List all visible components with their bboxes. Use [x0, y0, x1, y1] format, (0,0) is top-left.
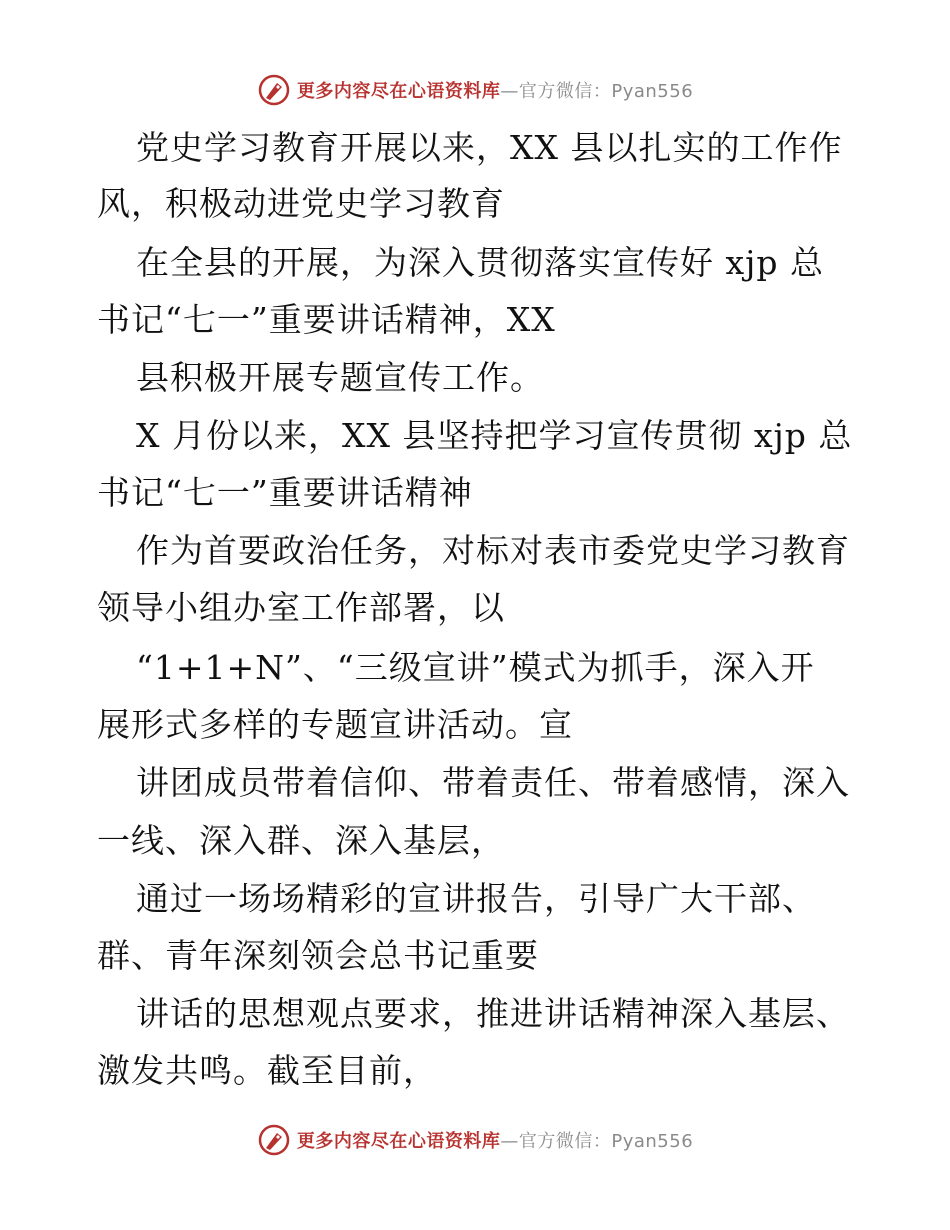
pen-nib-logo-icon: [257, 1123, 291, 1157]
banner-main-text: 更多内容尽在心语资料库: [296, 1131, 501, 1152]
pen-nib-logo-icon: [257, 73, 291, 107]
paragraph-line: 群、青年深刻领会总书记重要: [97, 936, 539, 975]
header-watermark-banner: [0, 68, 950, 112]
paragraph-line: 讲话的思想观点要求，推进讲话精神深入基层、: [136, 994, 850, 1033]
paragraph-line: 县积极开展专题宣传工作。: [136, 358, 544, 397]
paragraph-line: 在全县的开展，为深入贯彻落实宣传好 xjp 总: [136, 243, 824, 282]
banner-dash: —: [500, 81, 519, 102]
paragraph-line: 党史学习教育开展以来，XX 县以扎实的工作作: [136, 128, 843, 167]
paragraph-line: X 月份以来，XX 县坚持把学习宣传贯彻 xjp 总: [136, 416, 853, 455]
banner-text: [297, 77, 693, 103]
banner-sub-text: 官方微信：Pyan556: [518, 81, 694, 102]
paragraph-line: 展形式多样的专题宣讲活动。宣: [97, 705, 573, 744]
paragraph-line: 领导小组办室工作部署，以: [97, 588, 505, 627]
paragraph-line: 通过一场场精彩的宣讲报告，引导广大干部、: [136, 879, 816, 918]
banner-dash: —: [500, 1131, 519, 1152]
footer-watermark-banner: [0, 1118, 950, 1162]
paragraph-line: 风，积极动进党史学习教育: [97, 184, 505, 223]
paragraph-line: 书记“七一”重要讲话精神，XX: [97, 300, 556, 339]
banner-sub-text: 官方微信：Pyan556: [518, 1131, 694, 1152]
paragraph-line: 讲团成员带着信仰、带着责任、带着感情，深入: [136, 763, 850, 802]
paragraph-line: 书记“七一”重要讲话精神: [97, 473, 473, 512]
paragraph-line: “1+1+N”、“三级宣讲”模式为抓手，深入开: [136, 648, 815, 687]
paragraph-line: 一线、深入群、深入基层，: [97, 821, 505, 860]
paragraph-line: 作为首要政治任务，对标对表市委党史学习教育: [136, 531, 850, 570]
banner-text: [297, 1127, 693, 1153]
banner-main-text: 更多内容尽在心语资料库: [296, 81, 501, 102]
paragraph-line: 激发共鸣。截至目前，: [97, 1051, 437, 1090]
